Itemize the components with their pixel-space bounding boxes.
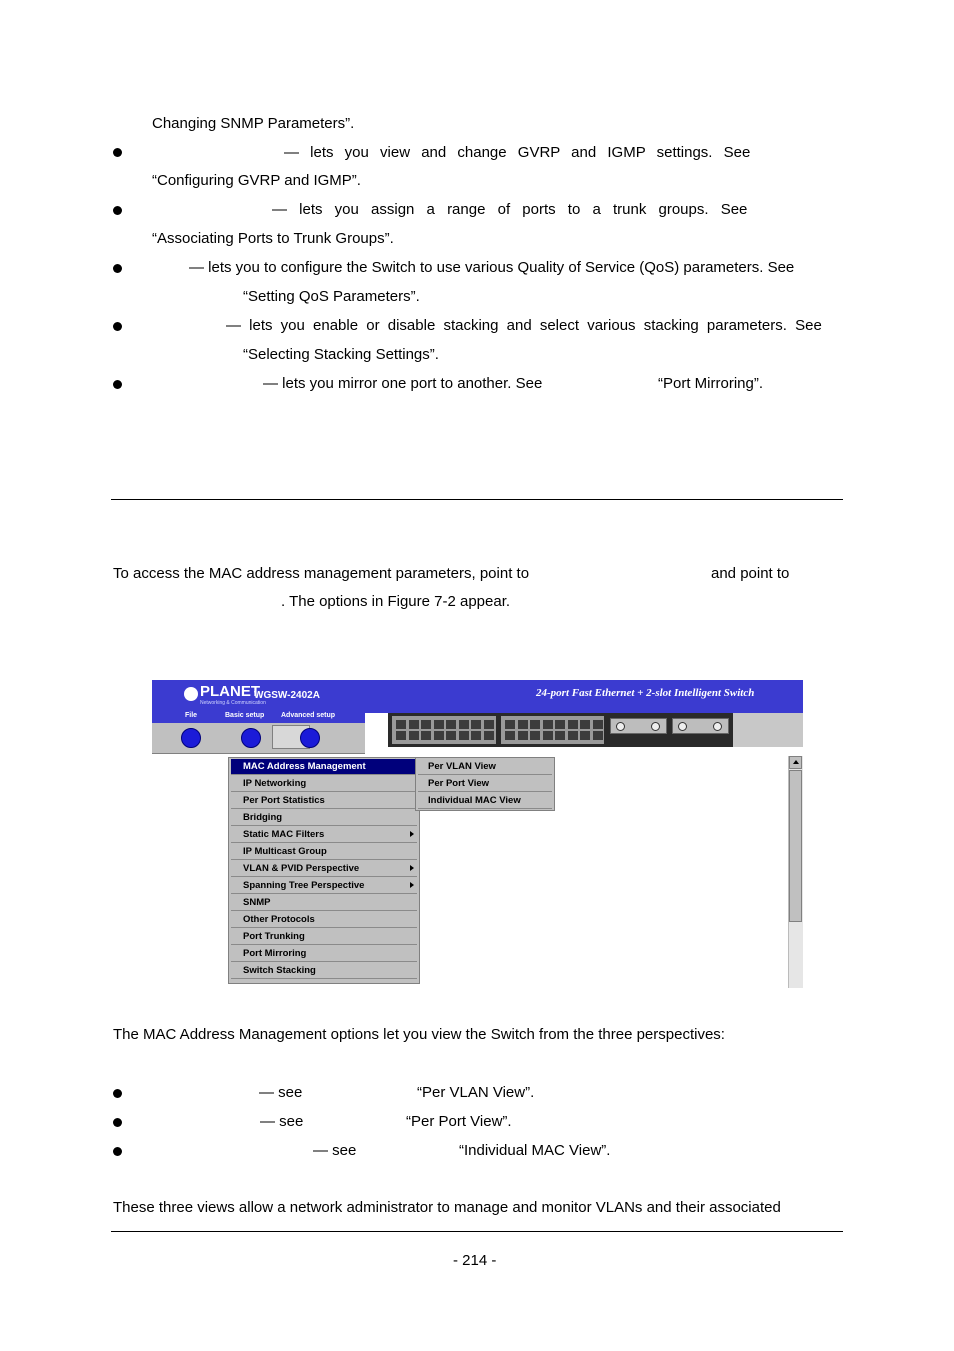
view-dash-text: — see [260,1113,304,1130]
text-line: — lets you assign a range of ports to a trunk groups. See [272,201,748,218]
menu-item-label: Port Trunking [243,931,305,942]
submenu-arrow-icon [410,882,414,888]
bullet-icon [113,380,122,389]
ethernet-port-icon [555,720,565,729]
ethernet-port-icon [434,731,444,740]
basic-setup-button[interactable] [241,728,261,748]
menu-item-other-protocols[interactable] [231,912,417,928]
menu-item-label: Bridging [243,812,283,823]
logo-subtext: Networking & Communication [200,700,266,706]
ethernet-port-icon [568,731,578,740]
submenu-item-individual-mac-view[interactable] [418,793,552,809]
submenu-item-label: Per VLAN View [428,761,496,772]
menu-item-label: VLAN & PVID Perspective [243,863,360,874]
submenu-item-label: Individual MAC View [428,795,521,806]
ethernet-port-icon [471,720,481,729]
bullet-icon [113,264,122,273]
view-reference: “Individual MAC View”. [459,1142,611,1159]
text-line: “Setting QoS Parameters”. [243,288,420,305]
menu-item-per-port-statistics[interactable] [231,793,417,809]
text-line: “Associating Ports to Trunk Groups”. [152,230,394,247]
text-line: — lets you mirror one port to another. See [263,375,543,392]
text-line: “Selecting Stacking Settings”. [243,346,439,363]
intro-text: To access the MAC address management parameters, point to [113,565,530,582]
port-block-1 [392,716,496,744]
text-line: — lets you to configure the Switch to use various Quality of Service (QoS) parameters. See [189,259,795,276]
ethernet-port-icon [434,720,444,729]
view-dash-text: — see [259,1084,303,1101]
body-text: These three views allow a network administrator to manage and monitor VLANs and their associated [113,1199,781,1216]
view-reference: “Per Port View”. [406,1113,512,1130]
ethernet-port-icon [518,720,528,729]
bullet-icon [113,322,122,331]
footer-divider [111,1231,843,1232]
menu-item-mac-address-management[interactable] [231,759,417,775]
screw-icon [616,722,625,731]
submenu-arrow-icon [410,865,414,871]
screw-icon [713,722,722,731]
product-tagline: 24-port Fast Ethernet + 2-slot Intelligent Switch [536,687,755,699]
bullet-icon [113,1118,122,1127]
ethernet-port-icon [555,731,565,740]
port-block-2 [501,716,604,744]
menu-item-label: IP Multicast Group [243,846,327,857]
ethernet-port-icon [484,731,494,740]
expansion-slot-1 [610,718,667,734]
menu-item-ip-multicast-group[interactable] [231,844,417,860]
menu-item-static-mac-filters[interactable] [231,827,417,843]
ethernet-port-icon [530,731,540,740]
text-line: — lets you enable or disable stacking and select various stacking parameters. See [226,317,822,334]
bullet-icon [113,148,122,157]
ethernet-port-icon [518,731,528,740]
menu-item-spanning-tree-perspective[interactable] [231,878,417,894]
menu-item-label: Static MAC Filters [243,829,325,840]
ethernet-port-icon [446,731,456,740]
nav-file[interactable]: File [185,712,198,719]
ethernet-port-icon [543,731,553,740]
menu-item-label: SNMP [243,897,271,908]
figure-7-2-screenshot [152,680,803,988]
section-divider [111,499,843,500]
submenu-item-per-vlan-view[interactable] [418,759,552,775]
text-line: Changing SNMP Parameters”. [152,115,355,132]
screw-icon [678,722,687,731]
screw-icon [651,722,660,731]
menu-item-label: Per Port Statistics [243,795,325,806]
menu-item-label: Switch Stacking [243,965,316,976]
menu-item-snmp[interactable] [231,895,417,911]
advanced-setup-menu [228,757,420,984]
expansion-slot-2 [672,718,729,734]
menu-item-switch-stacking[interactable] [231,963,417,979]
nav-basic-setup[interactable]: Basic setup [225,712,265,719]
ethernet-port-icon [421,720,431,729]
intro-text: and point to [711,565,790,582]
menu-item-vlan-pvid-perspective[interactable] [231,861,417,877]
view-reference: “Per VLAN View”. [417,1084,535,1101]
ethernet-port-icon [484,720,494,729]
ethernet-port-icon [409,720,419,729]
ethernet-port-icon [409,731,419,740]
menu-item-label: IP Networking [243,778,307,789]
bullet-icon [113,1089,122,1098]
text-line: “Configuring GVRP and IGMP”. [152,172,361,189]
intro-text: . The options in Figure 7-2 appear. [281,593,511,610]
logo-text: PLANET [200,683,260,700]
body-text: The MAC Address Management options let you view the Switch from the three perspectives: [113,1026,725,1043]
ethernet-port-icon [421,731,431,740]
menu-item-port-mirroring[interactable] [231,946,417,962]
ethernet-port-icon [396,731,406,740]
planet-logo-icon [184,687,198,701]
nav-advanced-setup[interactable]: Advanced setup [281,712,336,719]
scroll-up-button[interactable] [789,756,802,769]
submenu-arrow-icon [410,831,414,837]
ethernet-port-icon [396,720,406,729]
menu-item-label: Spanning Tree Perspective [243,880,365,891]
ethernet-port-icon [580,731,590,740]
menu-item-label: Other Protocols [243,914,315,925]
scrollbar-thumb[interactable] [789,770,802,922]
submenu-item-label: Per Port View [428,778,490,789]
ethernet-port-icon [459,731,469,740]
view-dash-text: — see [313,1142,357,1159]
ethernet-port-icon [505,731,515,740]
ethernet-port-icon [580,720,590,729]
ethernet-port-icon [593,731,603,740]
menu-item-port-trunking[interactable] [231,929,417,945]
file-button[interactable] [181,728,201,748]
ethernet-port-icon [446,720,456,729]
mac-address-submenu [415,757,555,811]
ethernet-port-icon [459,720,469,729]
model-name: WGSW-2402A [254,690,320,701]
menu-item-label: Port Mirroring [243,948,307,959]
ethernet-port-icon [543,720,553,729]
ethernet-port-icon [593,720,603,729]
advanced-setup-button[interactable] [300,728,320,748]
ethernet-port-icon [568,720,578,729]
ethernet-port-icon [505,720,515,729]
page-number: - 214 - [453,1252,497,1269]
bullet-icon [113,206,122,215]
ethernet-port-icon [471,731,481,740]
submenu-item-per-port-view[interactable] [418,776,552,792]
menu-item-ip-networking[interactable] [231,776,417,792]
menu-item-label: MAC Address Management [243,761,366,772]
panel-background [733,713,803,747]
arrow-up-icon [793,760,799,764]
ethernet-port-icon [530,720,540,729]
text-line: “Port Mirroring”. [658,375,764,392]
text-line: — lets you view and change GVRP and IGMP settings. See [284,144,751,161]
menu-item-bridging[interactable] [231,810,417,826]
bullet-icon [113,1147,122,1156]
